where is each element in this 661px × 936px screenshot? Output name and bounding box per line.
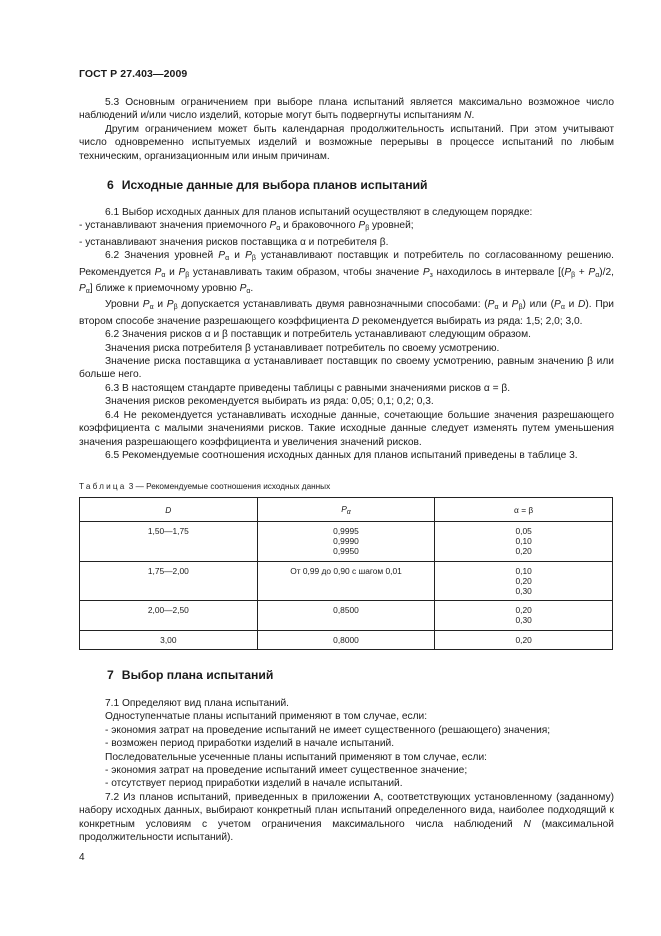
paragraph-7-1-c: Последовательные усеченные планы испытаний применяют в том случае, если: (105, 751, 487, 763)
paragraph-7-1-b: Одноступенчатые планы испытаний применяют в том случае, если: (105, 711, 428, 723)
cell-p-alpha-line: 0,8500 (333, 605, 359, 616)
list-item-7-1-d: - отсутствует период приработки изделий в начале испытаний. (105, 778, 403, 790)
section-7-number: 7 (107, 668, 114, 682)
section-6-text (79, 206, 614, 462)
table-body (80, 522, 613, 650)
cell-alpha-beta (435, 561, 613, 601)
section-7-title (107, 668, 273, 682)
cell-d (80, 630, 258, 649)
table-caption-text: 3 — Рекомендуемые соотношения исходных данных (128, 482, 331, 491)
table-3 (79, 497, 613, 650)
cell-d (80, 561, 258, 601)
column-header-p-symbol: P (341, 503, 347, 514)
cell-d-line: 3,00 (160, 634, 177, 645)
table-caption-word: Таблица (79, 482, 127, 491)
cell-alpha-beta (435, 630, 613, 649)
cell-d-line: 1,50—1,75 (147, 526, 189, 536)
cell-p-alpha (257, 601, 435, 630)
paragraph-6-2-b: Уровни $P_\alpha$ и $P_\beta$ допускается устанавливать двумя равнозначными способами: ($P_\alpha$ и $P_\beta$) или ($P_\alpha$ и D). При втором способе значение разрешающего коэффициента D рекомендуется выбирать из ряда: 1,5; 2,0; 3,0. (79, 299, 614, 327)
paragraph-6-2-c: 6.2 Значения рисков α и β поставщик и потребитель устанавливают следующим образом. (105, 329, 531, 341)
cell-alpha-beta-line: 0,05 (515, 526, 532, 536)
list-item-6-1-a: - устанавливают значения приемочного $P_\alpha$ и браковочного $P_\beta$ уровней; (79, 220, 414, 233)
cell-p-alpha (257, 561, 435, 601)
paragraph-5-3: 5.3 Основным ограничением при выборе плана испытаний является максимально возможное число наблюдений и/или число изделий, которые могут быть подвергнуты испытаниям N. (79, 97, 614, 122)
cell-p-alpha-line: От 0,99 до 0,90 с шагом 0,01 (290, 565, 402, 576)
paragraph-6-2-e: Значение риска поставщика α устанавливает поставщик по своему усмотрению, равным значению β или больше него. (79, 356, 614, 381)
standard-header: ГОСТ Р 27.403—2009 (79, 68, 188, 80)
cell-alpha-beta (435, 522, 613, 562)
paragraph-6-4: 6.4 Не рекомендуется устанавливать исходные данные, сочетающие большие значения разрешающего коэффициента с малыми значениями рисков. Такие исходные данные следует изменять путем уменьшения значения разрешающего коэффициента и увеличения значений рисков. (79, 409, 614, 448)
paragraph-6-3-b: Значения рисков рекомендуется выбирать из ряда: 0,05; 0,1; 0,2; 0,3. (105, 396, 434, 408)
section-7-text (79, 697, 614, 844)
paragraph-7-2: 7.2 Из планов испытаний, приведенных в приложении А, соответствующих установленному (заданному) набору исходных данных, выбирают конкретный план испытаний определенного вида, наиболее подходящий к конкретным условиям с учетом ограничения максимального числа наблюдений N (максимальной продолжительности испытаний). (79, 791, 614, 844)
list-item-7-1-c: - экономия затрат на проведение испытаний имеет существенное значение; (105, 765, 468, 777)
cell-p-alpha-line: 0,9990 (333, 536, 359, 547)
cell-alpha-beta-line: 0,20 (515, 575, 532, 586)
list-item-7-1-b: - возможен период приработки изделий в начале испытаний. (105, 738, 395, 750)
list-item-6-1-b: - устанавливают значения рисков поставщика α и потребителя β. (79, 236, 389, 248)
paragraph-5-3-b: Другим ограничением может быть календарная продолжительность испытаний. При этом учитывают число одновременно испытуемых изделий и возможные перерывы в процессе испытаний по любым техническим, организационным или иным причинам. (79, 123, 614, 162)
column-header-p-alpha (257, 498, 435, 522)
cell-d (80, 601, 258, 630)
table-row (80, 601, 613, 630)
paragraph-6-5: 6.5 Рекомендуемые соотношения исходных данных для планов испытаний приведены в таблице 3. (105, 449, 578, 461)
cell-alpha-beta-line: 0,30 (515, 615, 532, 626)
cell-alpha-beta-line: 0,30 (515, 586, 532, 597)
paragraph-6-2: 6.2 Значения уровней $P_\alpha$ и $P_\beta$ устанавливают поставщик и потребитель по согласованному решению. Рекомендуется $P_\alpha$ и $P_\beta$ устанавливать таким образом, чтобы значение $P_з$ находилось в интервале [$(P_\beta + P_\alpha)/2$, $P_\alpha$] ближе к приемочному уровню $P_\alpha$. (79, 250, 614, 296)
list-item-7-1-a: - экономия затрат на проведение испытаний не имеет существенного (решающего) значения; (105, 724, 551, 736)
cell-p-alpha (257, 630, 435, 649)
paragraph-7-1: 7.1 Определяют вид плана испытаний. (105, 698, 289, 709)
paragraph-6-1: 6.1 Выбор исходных данных для планов испытаний осуществляют в следующем порядке: (105, 207, 533, 218)
cell-alpha-beta-line: 0,20 (515, 605, 532, 616)
section-7-heading: Выбор плана испытаний (121, 668, 274, 682)
cell-p-alpha-line: 0,9995 (333, 526, 359, 536)
cell-d-line: 2,00—2,50 (147, 605, 189, 616)
section-5-text (79, 96, 614, 163)
cell-alpha-beta-line: 0,20 (515, 634, 532, 645)
table-row (80, 561, 613, 601)
column-header-alpha-beta: α = β (435, 498, 613, 522)
cell-p-alpha-line: 0,8000 (333, 634, 359, 645)
column-header-d: D (80, 498, 258, 522)
section-6-heading: Исходные данные для выбора планов испытаний (121, 178, 428, 192)
cell-p-alpha-line: 0,9950 (333, 546, 359, 557)
cell-d (80, 522, 258, 562)
paragraph-6-2-d: Значения риска потребителя β устанавливает потребитель по своему усмотрению. (105, 342, 500, 354)
cell-d-line: 1,75—2,00 (147, 565, 189, 576)
column-header-p-subscript: α (346, 508, 351, 516)
cell-alpha-beta-line: 0,10 (515, 536, 532, 547)
section-6-number: 6 (107, 178, 114, 192)
cell-p-alpha (257, 522, 435, 562)
table-3-caption (79, 482, 330, 491)
section-6-title (107, 178, 428, 192)
table-row (80, 630, 613, 649)
table-header-row (80, 498, 613, 522)
paragraph-6-3: 6.3 В настоящем стандарте приведены таблицы с равными значениями рисков α = β. (105, 382, 511, 394)
page-number: 4 (79, 852, 85, 863)
cell-alpha-beta-line: 0,20 (515, 546, 532, 557)
cell-alpha-beta (435, 601, 613, 630)
table-row (80, 522, 613, 562)
cell-alpha-beta-line: 0,10 (515, 565, 532, 576)
